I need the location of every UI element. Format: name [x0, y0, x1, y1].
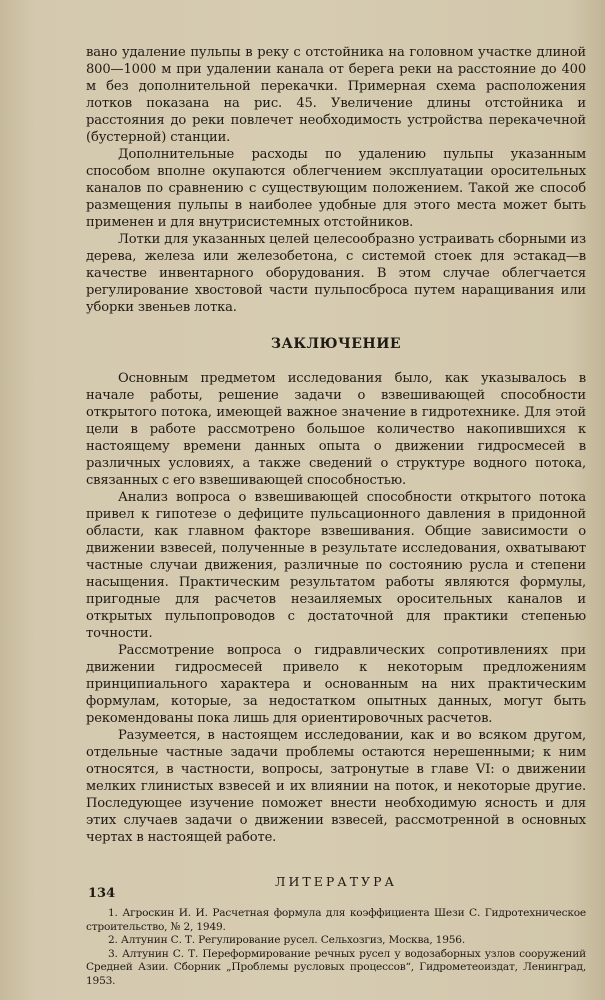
paragraph-additional-costs: Дополнительные расходы по удалению пульпы указанным способом вполне окупаются облегчением эксплуатации оросительных каналов по сравнению с существующим положением. Такой же способ размещения пульпы в наиболее удобные для этого места может быть применен и для внутрисистемных отстойников. — [86, 147, 586, 230]
page-number: 134 — [88, 886, 116, 901]
reference-item: 3. Алтунин С. Т. Переформирование речных русел у водозаборных узлов сооружений Средней Азии. Сборник „Проблемы русловых процессов“, Гидрометеоиздат, Ленинград, 1953. — [86, 947, 586, 987]
reference-item: 1. Агроскин И. И. Расчетная формула для коэффициента Шези С. Гидротехническое строительство, № 2, 1949. — [86, 907, 586, 933]
references-heading: ЛИТЕРАТУРА — [275, 874, 397, 889]
conclusion-paragraph-2: Анализ вопроса о взвешивающей способности открытого потока привел к гипотезе о дефиците пульсационного давления в придонной области, как главном факторе взвешивания. Общие зависимости о движении взвесей, полученные в результате исследования, охватывают частные случаи движения, различные по состоянию русла и степени насыщения. Практическим результатом работы являются формулы, пригодные для расчетов незаиляемых оросительных каналов и открытых пульпопроводов с достаточной для практики степенью точности. — [86, 490, 586, 641]
paragraph-trays: Лотки для указанных целей целесообразно устраивать сборными из дерева, железа или железобетона, с системой стоек для эстакад—в качестве инвентарного оборудования. В этом случае облегчается регулирование хвостовой части пульпосброса путем наращивания или уборки звеньев лотка. — [86, 232, 586, 315]
conclusion-heading: ЗАКЛЮЧЕНИЕ — [270, 336, 402, 352]
conclusion-paragraph-3: Рассмотрение вопроса о гидравлических сопротивлениях при движении гидросмесей привело к некоторым предложениям принципиального характера и основанным на них практическим формулам, которые, за недостатком опытных данных, могут быть рекомендованы пока лишь для ориентировочных расчетов. — [86, 643, 586, 726]
references-list — [86, 907, 586, 988]
conclusion-paragraph-4: Разумеется, в настоящем исследовании, как и во всяком другом, отдельные частные задачи проблемы остаются нерешенными; к ним относятся, в частности, вопросы, затронутые в главе VI: о движении мелких глинистых взвесей и их влиянии на поток, и некоторые другие. Последующее изучение поможет внести необходимую ясность и для этих случаев задачи о движении взвесей, рассмотренной в основных чертах в настоящей работе. — [86, 728, 586, 845]
reference-item: 2. Алтунин С. Т. Регулирование русел. Сельхозгиз, Москва, 1956. — [108, 934, 466, 946]
conclusion-paragraph-1: Основным предметом исследования было, как указывалось в начале работы, решение задачи о взвешивающей способности открытого потока, имеющей важное значение в гидротехнике. Для этой цели в работе рассмотрено большое количество накопившихся к настоящему времени данных опыта о движении гидросмесей в различных условиях, а также сведений о структуре водного потока, связанных с его взвешивающей способностью. — [86, 371, 586, 488]
paragraph-pulp-removal: вано удаление пульпы в реку с отстойника на головном участке длиной 800—1000 м при удалении канала от берега реки на расстояние до 400 м без дополнительной перекачки. Примерная схема расположения лотков показана на рис. 45. Увеличение длины отстойника и расстояния до реки повлечет необходимость устройства перекачечной (бустерной) станции. — [86, 45, 586, 145]
text-column — [86, 44, 586, 988]
